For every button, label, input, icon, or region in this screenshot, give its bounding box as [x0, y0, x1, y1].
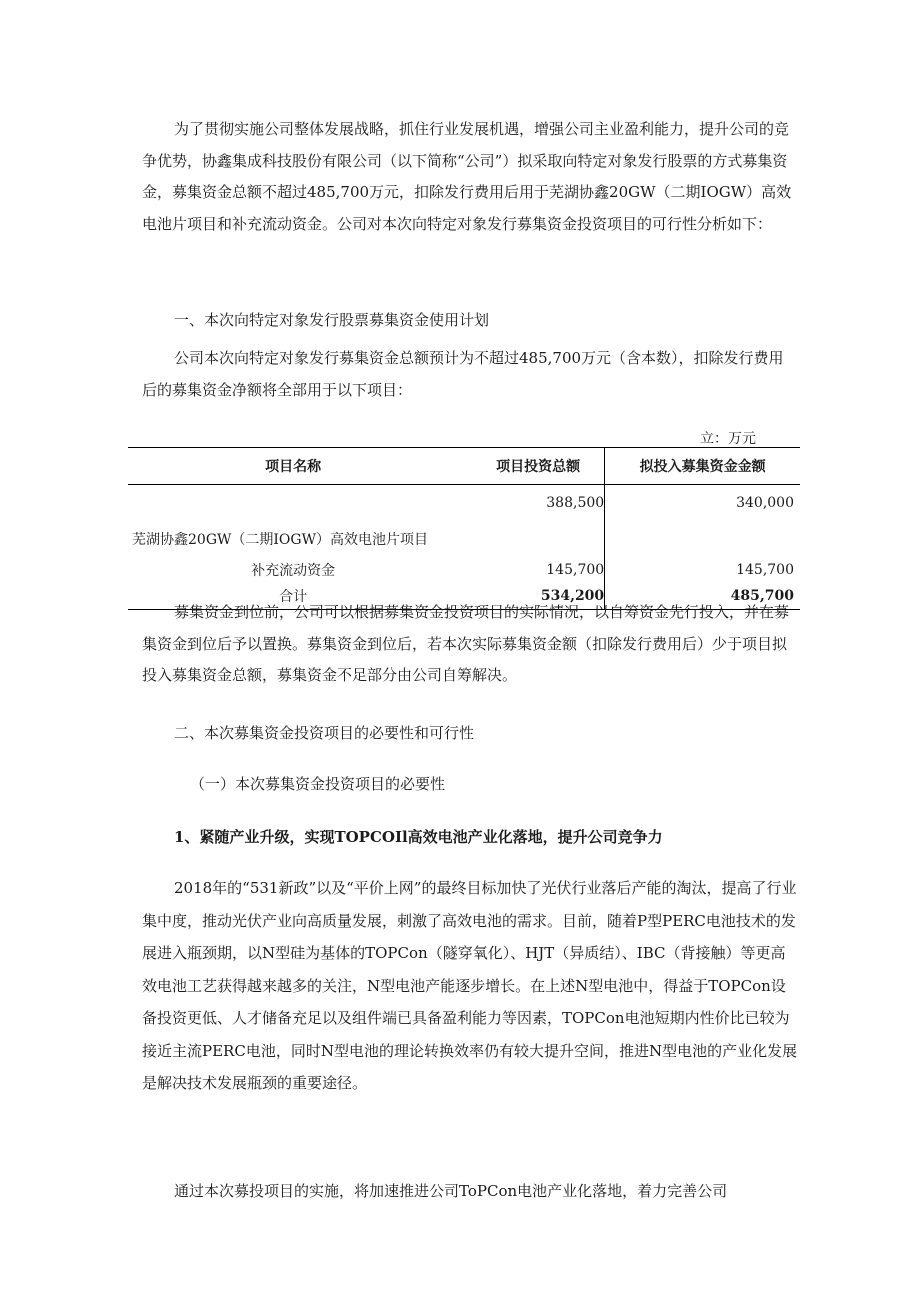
table-unit-label: 立：万元: [700, 431, 756, 447]
header-total-investment: 项目投资总额: [458, 448, 604, 485]
fund-usage-table: [128, 447, 800, 610]
header-project-name: 项目名称: [128, 448, 458, 485]
raised-amount-sum-cell: 485,700: [605, 583, 800, 610]
point1-paragraph: 2018年的“531新政”以及“平价上网”的最终目标加快了光伏行业落后产能的淘汰，提高了行业集中度，推动光伏产业向高质量发展，刺激了高效电池的需求。目前，随着P型PERC电池技术的发展进入瓶颈期，以N型硅为基体的TOPCon（隧穿氧化）、HJT（异质结）、IBC（背接触）等更高效电池工艺获得越来越多的关注，N型电池产能逐步增长。在上述N型电池中，得益于TOPCon设备投资更低、人才储备充足以及组件端已具备盈利能力等因素，TOPCon电池短期内性价比已较为接近主流PERC电池，同时N型电池的理论转换效率仍有较大提升空间，推进N型电池的产业化发展是解决技术发展瓶颈的重要途径。: [142, 879, 798, 1092]
closing-paragraph: 通过本次募投项目的实施，将加速推进公司ToPCon电池产业化落地，着力完善公司: [174, 1182, 728, 1200]
section2-subheading: （一）本次募集资金投资项目的必要性: [190, 775, 446, 793]
section1-heading: 一、本次向特定对象发行股票募集资金使用计划: [174, 311, 490, 329]
intro-paragraph: 为了贯彻实施公司整体发展战略，抓住行业发展机遇，增强公司主业盈利能力，提升公司的竞争优势，协鑫集成科技股份有限公司（以下简称“公司”）拟采取向特定对象发行股票的方式募集资金，募集资金总额不超过485,700万元，扣除发行费用后用于芜湖协鑫20GW（二期IOGW）高效电池片项目和补充流动资金。公司对本次向特定对象发行募集资金投资项目的可行性分析如下：: [142, 120, 792, 233]
raised-amount-cell: 340,000: [736, 495, 794, 511]
project-name-cell: 芜湖协鑫20GW（二期IOGW）高效电池片项目: [132, 532, 428, 548]
raised-amount-cell: 145,700: [736, 562, 794, 578]
total-investment-cell: 145,700: [458, 557, 604, 583]
total-investment-cell: 388,500: [458, 485, 604, 558]
section1-paragraph: 公司本次向特定对象发行募集资金总额预计为不超过485,700万元（含本数），扣除发行费用后的募集资金净额将全部用于以下项目：: [142, 349, 784, 399]
header-raised-amount: 拟投入募集资金金额: [605, 448, 800, 485]
table-header-row: [128, 448, 800, 485]
after-table-paragraph: 募集资金到位前，公司可以根据募集资金投资项目的实际情况，以自筹资金先行投入，并在募集资金到位后予以置换。募集资金到位后，若本次实际募集资金额（扣除发行费用后）少于项目拟投入募集资金总额，募集资金不足部分由公司自筹解决。: [142, 603, 790, 684]
table-row: [128, 557, 800, 583]
total-investment-sum-cell: 534,200: [458, 583, 604, 610]
section2-heading: 二、本次募集资金投资项目的必要性和可行性: [174, 724, 475, 742]
project-name-cell: 补充流动资金: [251, 563, 336, 579]
point1-heading: 1、紧随产业升级，实现TOPCOIl高效电池产业化落地，提升公司竞争力: [174, 828, 663, 846]
total-label-cell: 合计: [128, 583, 458, 610]
table-row: [128, 485, 800, 558]
